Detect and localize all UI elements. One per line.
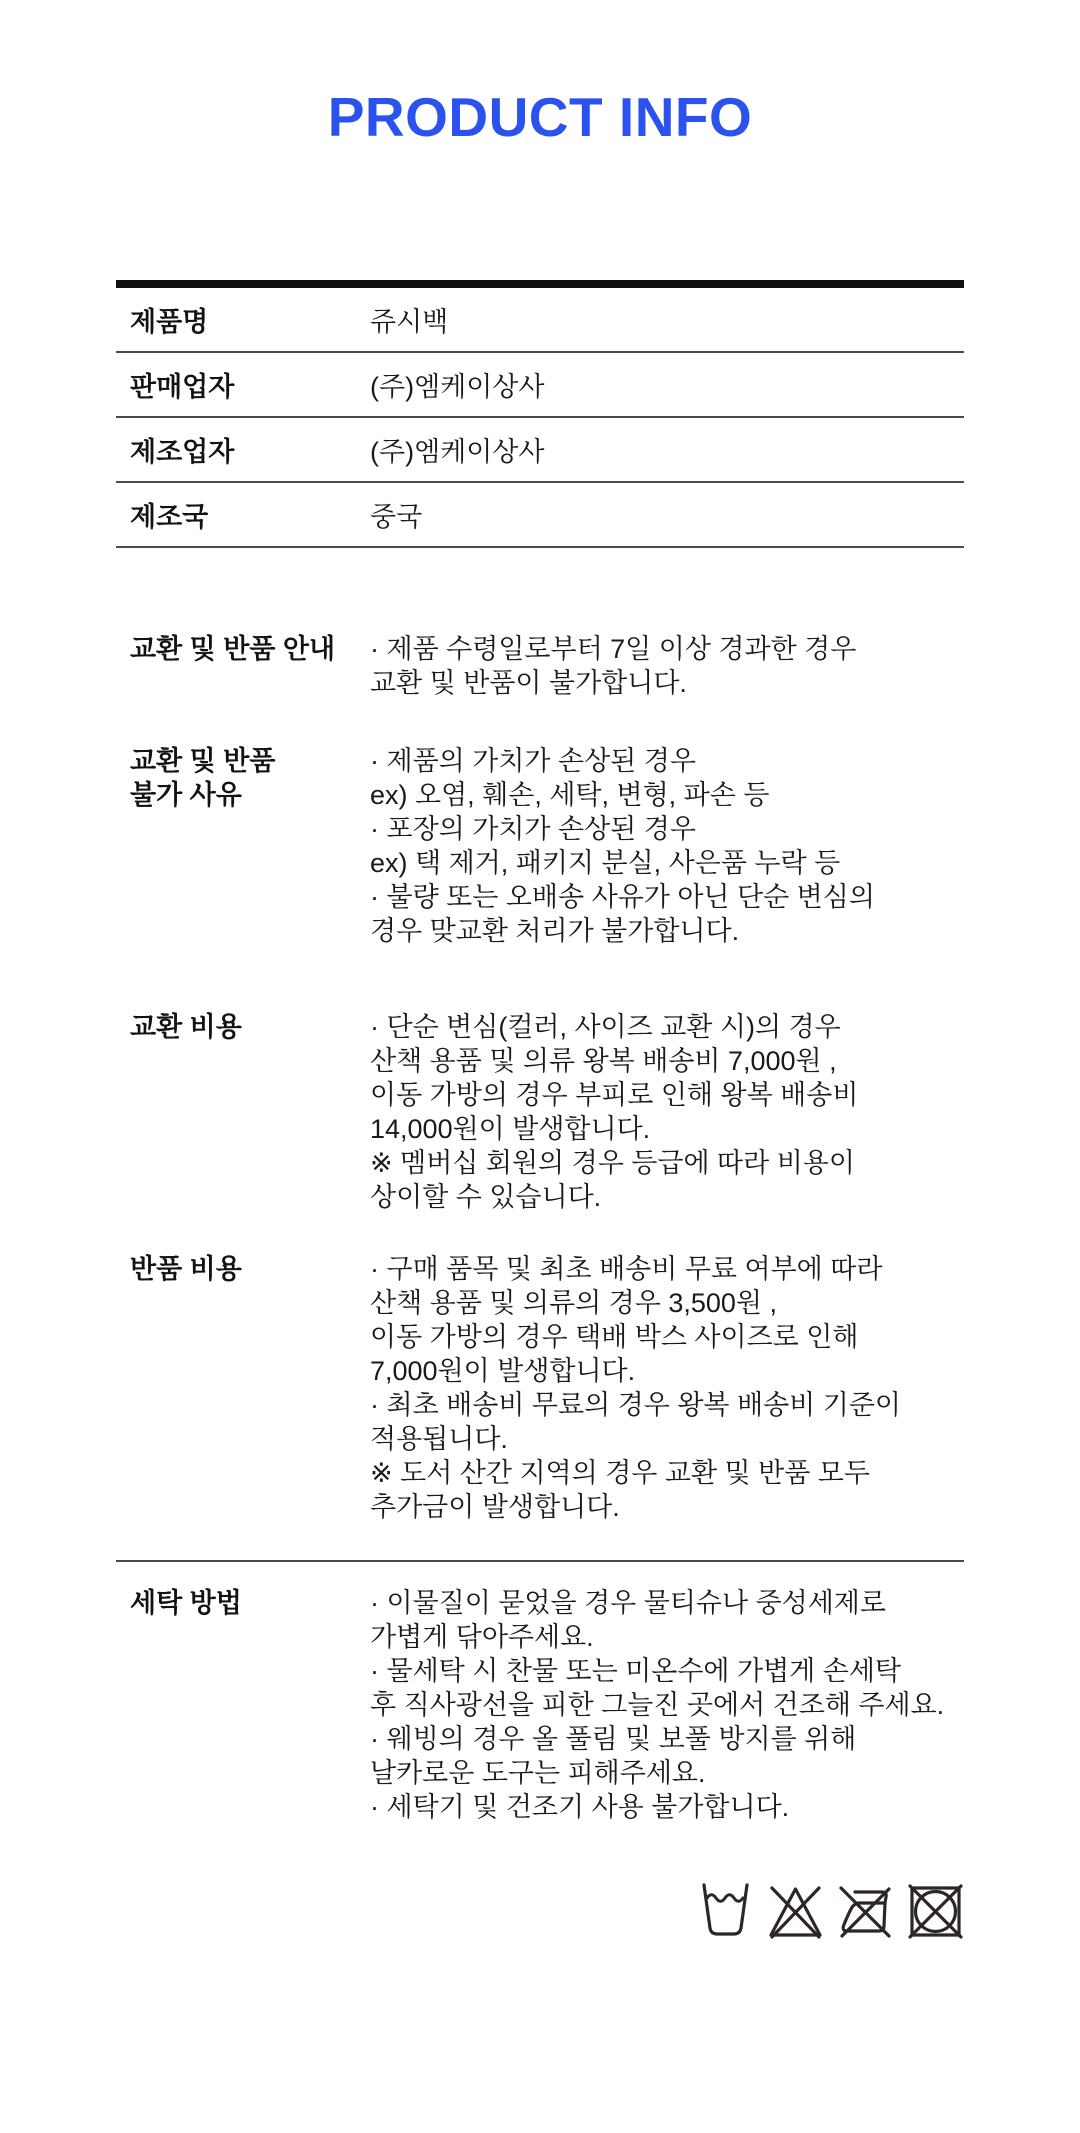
table-row-non-returnable-reasons <box>116 700 964 948</box>
table-row-exchange-cost <box>116 948 964 1214</box>
row-label: 제조업자 <box>130 437 235 467</box>
value-line: · 제품 수령일로부터 7일 이상 경과한 경우 <box>370 634 857 664</box>
label-line: 세탁 방법 <box>130 1588 242 1618</box>
label-line: 교환 비용 <box>130 1012 242 1042</box>
value-line: · 이물질이 묻었을 경우 물티슈나 중성세제로 <box>370 1588 886 1618</box>
value-line: 날카로운 도구는 피해주세요. <box>370 1758 706 1788</box>
label-line: 교환 및 반품 안내 <box>130 634 336 664</box>
row-label <box>116 744 370 812</box>
value-line: ex) 택 제거, 패키지 분실, 사은품 누락 등 <box>370 848 841 878</box>
value-line: · 불량 또는 오배송 사유가 아닌 단순 변심의 <box>370 882 875 912</box>
do-not-iron-icon <box>837 1882 894 1940</box>
row-label <box>116 1586 370 1620</box>
value-line: 후 직사광선을 피한 그늘진 곳에서 건조해 주세요. <box>370 1690 945 1720</box>
page-title: PRODUCT INFO <box>327 86 753 148</box>
row-value: 쥬시백 <box>370 307 449 337</box>
do-not-tumble-dry-icon <box>907 1882 964 1940</box>
table-row-manufacturer <box>116 418 964 483</box>
value-line: 이동 가방의 경우 택배 박스 사이즈로 인해 <box>370 1322 859 1352</box>
value-line: 산책 용품 및 의류 왕복 배송비 7,000원 , <box>370 1046 837 1076</box>
laundry-care-icons <box>116 1882 964 1940</box>
row-label <box>116 632 370 666</box>
table-row-country <box>116 483 964 548</box>
value-line: 교환 및 반품이 불가합니다. <box>370 668 687 698</box>
label-line: 반품 비용 <box>130 1254 242 1284</box>
table-row-washing-method <box>116 1560 964 1824</box>
value-line: ※ 멤버십 회원의 경우 등급에 따라 비용이 <box>370 1148 855 1178</box>
row-label <box>116 1252 370 1286</box>
table-row-product-name <box>116 288 964 353</box>
row-value <box>370 1586 964 1824</box>
value-line: · 단순 변심(컬러, 사이즈 교환 시)의 경우 <box>370 1012 841 1042</box>
row-value: (주)엠케이상사 <box>370 437 545 467</box>
value-line: 적용됩니다. <box>370 1424 508 1454</box>
do-not-bleach-icon <box>767 1882 824 1940</box>
row-label: 제품명 <box>130 307 209 337</box>
row-value <box>370 1010 964 1214</box>
table-row-exchange-return-notice <box>116 548 964 700</box>
value-line: · 세탁기 및 건조기 사용 불가합니다. <box>370 1792 790 1822</box>
value-line: 이동 가방의 경우 부피로 인해 왕복 배송비 <box>370 1080 859 1110</box>
value-line: · 구매 품목 및 최초 배송비 무료 여부에 따라 <box>370 1254 883 1284</box>
value-line: 산책 용품 및 의류의 경우 3,500원 , <box>370 1288 777 1318</box>
value-line: · 포장의 가치가 손상된 경우 <box>370 814 696 844</box>
value-line: · 최초 배송비 무료의 경우 왕복 배송비 기준이 <box>370 1390 901 1420</box>
value-line: ex) 오염, 훼손, 세탁, 변형, 파손 등 <box>370 780 770 810</box>
label-line: 불가 사유 <box>130 780 242 810</box>
row-value: 중국 <box>370 502 423 532</box>
row-label: 판매업자 <box>130 372 235 402</box>
row-value <box>370 1252 964 1524</box>
value-line: · 물세탁 시 찬물 또는 미온수에 가볍게 손세탁 <box>370 1656 901 1686</box>
row-value <box>370 744 964 948</box>
label-line: 교환 및 반품 <box>130 746 276 776</box>
value-line: 14,000원이 발생합니다. <box>370 1114 651 1144</box>
table-row-seller <box>116 353 964 418</box>
row-label <box>116 1010 370 1044</box>
value-line: 상이할 수 있습니다. <box>370 1182 602 1212</box>
value-line: · 웨빙의 경우 올 풀림 및 보풀 방지를 위해 <box>370 1724 857 1754</box>
value-line: · 제품의 가치가 손상된 경우 <box>370 746 696 776</box>
row-value <box>370 632 964 700</box>
wash-tub-icon <box>697 1882 754 1940</box>
product-info-table <box>116 280 964 1824</box>
value-line: ※ 도서 산간 지역의 경우 교환 및 반품 모두 <box>370 1458 870 1488</box>
value-line: 7,000원이 발생합니다. <box>370 1356 636 1386</box>
table-row-return-cost <box>116 1214 964 1560</box>
value-line: 추가금이 발생합니다. <box>370 1492 620 1522</box>
row-value: (주)엠케이상사 <box>370 372 545 402</box>
row-label: 제조국 <box>130 502 209 532</box>
value-line: 경우 맞교환 처리가 불가합니다. <box>370 916 740 946</box>
value-line: 가볍게 닦아주세요. <box>370 1622 594 1652</box>
